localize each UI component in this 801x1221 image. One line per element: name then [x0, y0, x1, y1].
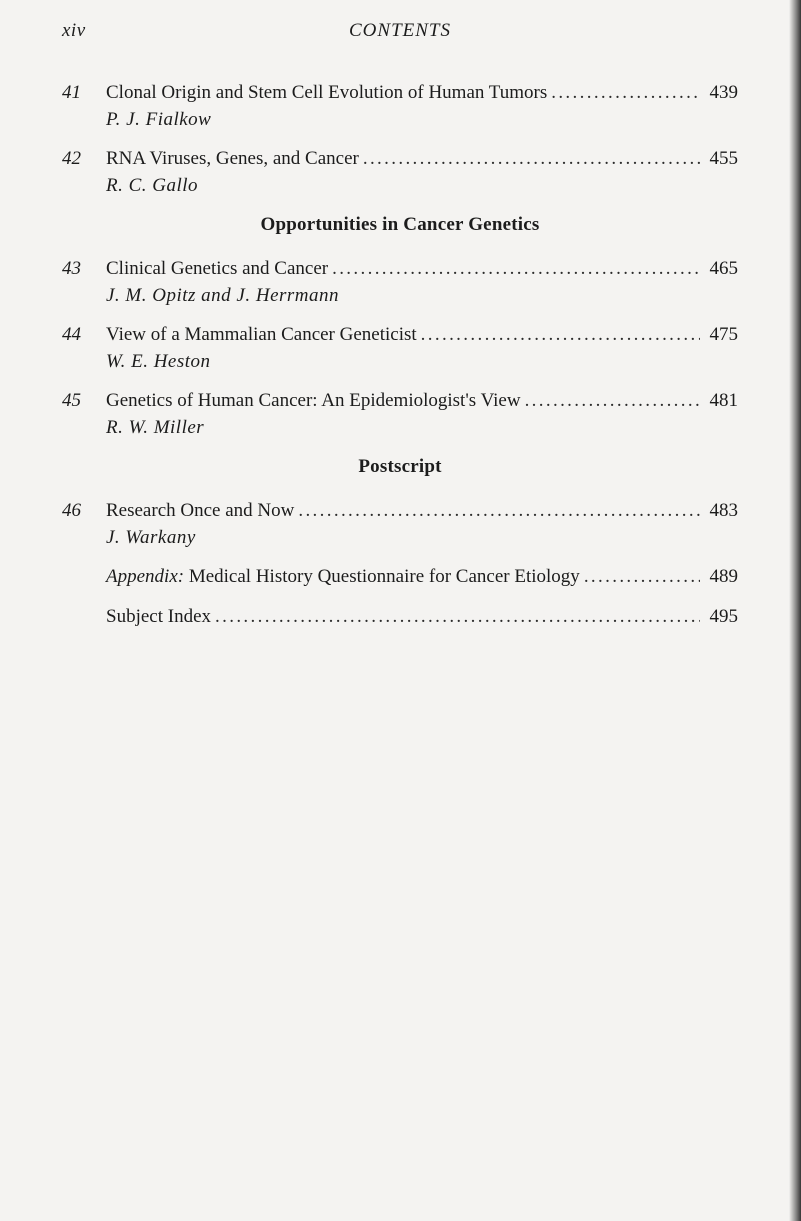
- page-number: 475: [709, 324, 738, 345]
- dot-leader: [363, 148, 700, 170]
- section-heading: Opportunities in Cancer Genetics: [260, 214, 540, 235]
- chapter-number: 45: [62, 390, 81, 411]
- dot-leader: [215, 606, 700, 628]
- page-folio: xiv: [62, 20, 86, 41]
- running-title: CONTENTS: [349, 20, 451, 41]
- subject-index-label: Subject Index: [106, 606, 212, 627]
- chapter-number: 43: [62, 258, 81, 279]
- section-heading: Postscript: [358, 456, 442, 477]
- dot-leader: [584, 566, 700, 588]
- toc-entry-46[interactable]: [62, 500, 738, 552]
- toc-entry-43[interactable]: [62, 258, 738, 310]
- chapter-author: R. W. Miller: [106, 417, 205, 438]
- toc-entry-41[interactable]: [62, 82, 738, 134]
- toc-entry-42[interactable]: [62, 148, 738, 200]
- chapter-author: P. J. Fialkow: [106, 109, 212, 130]
- dot-leader: [421, 324, 700, 346]
- toc-entry-appendix[interactable]: [62, 566, 738, 592]
- chapter-title: Clonal Origin and Stem Cell Evolution of Human Tumors: [106, 82, 548, 103]
- appendix-label: Appendix:: [106, 566, 185, 587]
- toc-entry-45[interactable]: [62, 390, 738, 442]
- chapter-title: RNA Viruses, Genes, and Cancer: [106, 148, 359, 169]
- chapter-number: 44: [62, 324, 81, 345]
- dot-leader: [525, 390, 700, 412]
- toc-entry-subject-index[interactable]: [62, 606, 738, 632]
- chapter-number: 41: [62, 82, 81, 103]
- running-head: [62, 20, 738, 44]
- chapter-author: J. M. Opitz and J. Herrmann: [106, 285, 340, 306]
- table-of-contents: [62, 82, 738, 646]
- chapter-author: W. E. Heston: [106, 351, 211, 372]
- page-number: 483: [709, 500, 738, 521]
- page-number: 439: [709, 82, 738, 103]
- page-number: 465: [709, 258, 738, 279]
- page-edge-shadow: [789, 0, 801, 1221]
- chapter-title: View of a Mammalian Cancer Geneticist: [106, 324, 417, 345]
- chapter-number: 42: [62, 148, 81, 169]
- dot-leader: [298, 500, 700, 522]
- page-number: 481: [709, 390, 738, 411]
- page-number: 489: [709, 566, 738, 587]
- dot-leader: [551, 82, 700, 104]
- page-number: 455: [709, 148, 738, 169]
- chapter-author: J. Warkany: [106, 527, 196, 548]
- chapter-title: Research Once and Now: [106, 500, 295, 521]
- appendix-title: [106, 566, 580, 588]
- toc-entry-44[interactable]: [62, 324, 738, 376]
- appendix-title-text: Medical History Questionnaire for Cancer Etiology: [188, 566, 580, 587]
- chapter-title: Clinical Genetics and Cancer: [106, 258, 329, 279]
- page-number: 495: [709, 606, 738, 627]
- chapter-title: Genetics of Human Cancer: An Epidemiologist's View: [106, 390, 521, 411]
- dot-leader: [332, 258, 700, 280]
- chapter-author: R. C. Gallo: [106, 175, 199, 196]
- chapter-number: 46: [62, 500, 81, 521]
